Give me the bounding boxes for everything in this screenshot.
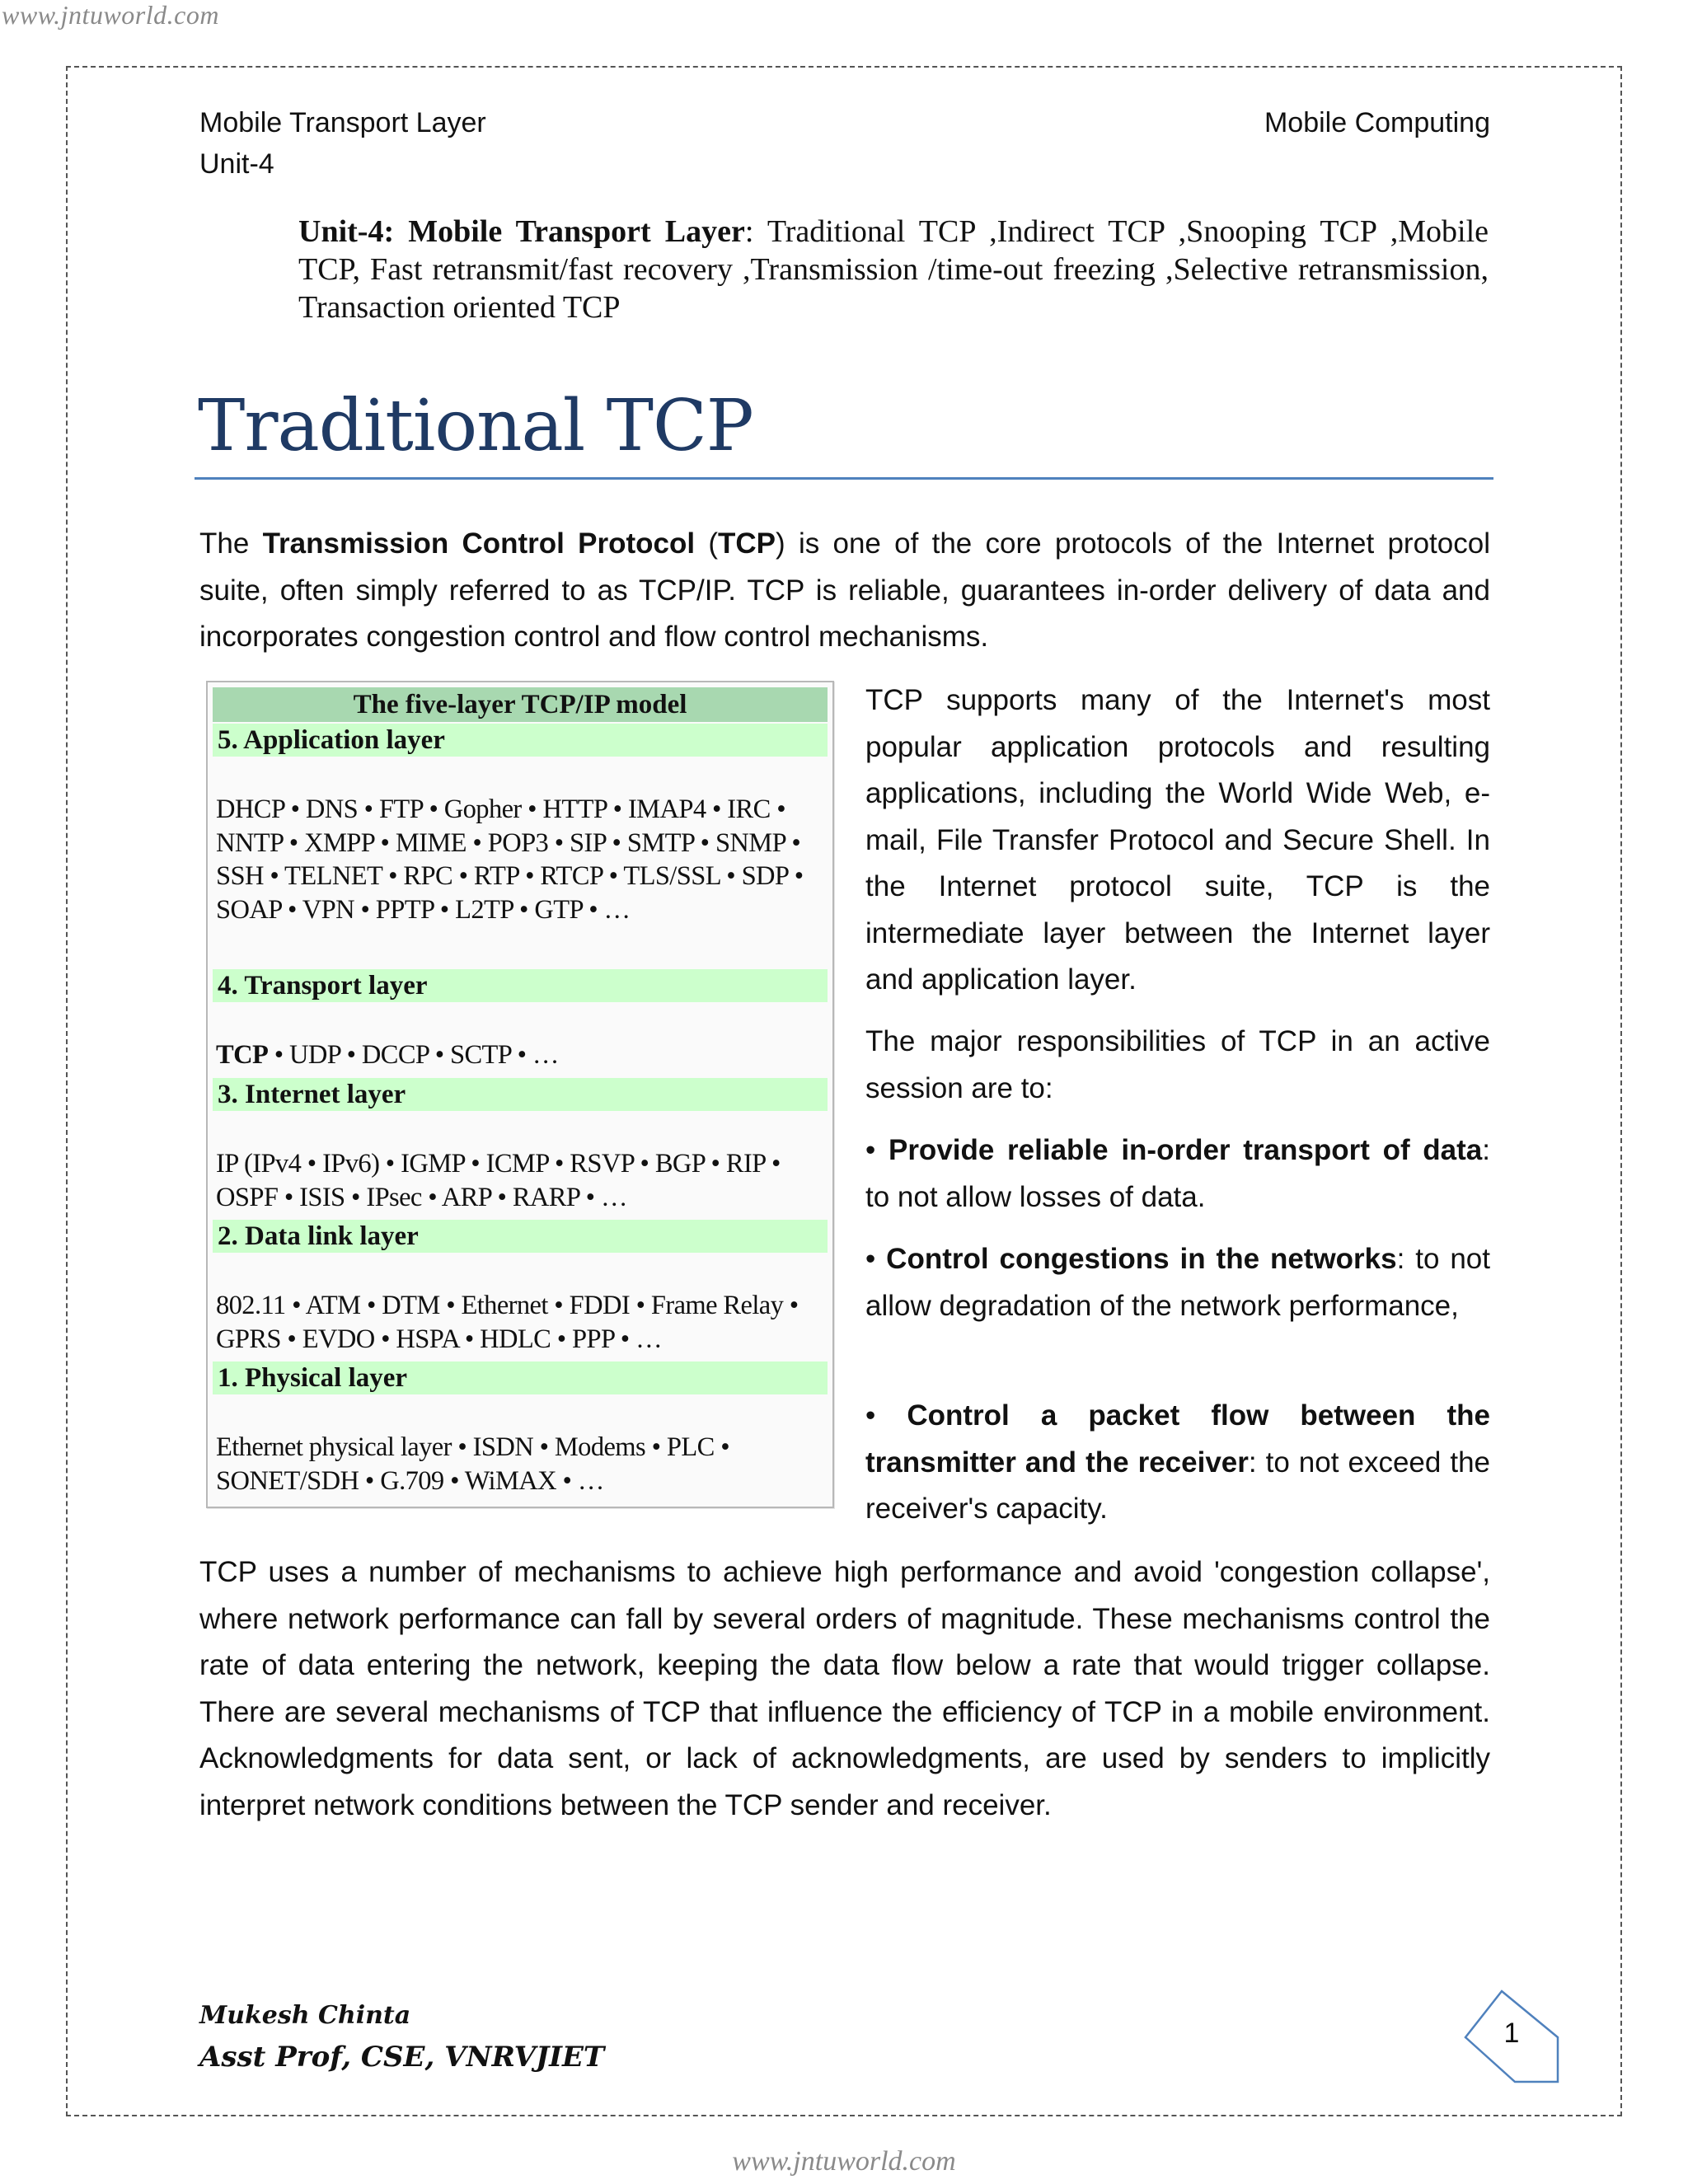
intro-text-2: (: [695, 527, 719, 560]
page-number: 1: [1503, 2018, 1520, 2049]
syllabus-topics: : Traditional TCP ,Indirect TCP ,Snooping TCP ,Mobile TCP, Fast retransmit/fast recovery ,Transmission /time-out freezing ,Selective retransmission, Transaction oriented TCP: [298, 214, 1489, 325]
watermark-bottom: www.jntuworld.com: [732, 2146, 956, 2177]
responsibility-text: : to not allow losses of data.: [865, 1134, 1490, 1213]
bullet: •: [865, 1399, 907, 1432]
responsibility-item-flow: [865, 1393, 1490, 1533]
bullet: •: [865, 1243, 887, 1275]
author-name: Mukesh Chinta: [199, 2001, 411, 2030]
layer-label-application: 5. Application layer: [213, 724, 828, 757]
intro-text-1: The: [199, 527, 263, 560]
intro-abbr: TCP: [718, 527, 776, 560]
layer-protocols-transport: [216, 1038, 824, 1072]
watermark-top: www.jntuworld.com: [2, 0, 219, 30]
responsibility-term: Provide reliable in-order transport of data: [888, 1134, 1483, 1166]
mechanisms-paragraph: TCP uses a number of mechanisms to achieve high performance and avoid 'congestion collapse', where network performance can fall by several orders of magnitude. These mechanisms control the rate of data entering the network, keeping the data flow below a rate that would trigger collapse. There are several mechanisms of TCP that influence the efficiency of TCP in a mobile environment. Acknowledgments for data sent, or lack of acknowledgments, are used by senders to implicitly interpret network conditions between the TCP sender and receiver.: [199, 1556, 1490, 1821]
tcp-applications-paragraph: TCP supports many of the Internet's most popular application protocols and resulting applications, including the World Wide Web, e-mail, File Transfer Protocol and Secure Shell. In the Internet protocol suite, TCP is the intermediate layer between the Internet layer and application layer.: [865, 684, 1490, 996]
layer-protocols-application: DHCP • DNS • FTP • Gopher • HTTP • IMAP4 • IRC • NNTP • XMPP • MIME • POP3 • SIP • SMTP • SNMP • SSH • TELNET • RPC • RTP • RTCP • TLS/SSL • SDP • SOAP • VPN • PPTP • L2TP • GTP • …: [216, 794, 804, 925]
layer-label-physical: 1. Physical layer: [213, 1361, 828, 1394]
layer-label-transport: 4. Transport layer: [213, 969, 828, 1002]
bullet: •: [865, 1134, 889, 1166]
responsibility-term: Control a packet flow between the transmitter and the receiver: [865, 1399, 1490, 1479]
syllabus-label: Unit-4: Mobile Transport Layer: [298, 214, 745, 249]
layer-label-internet: 3. Internet layer: [213, 1078, 828, 1111]
responsibilities-intro: The major responsibilities of TCP in an active session are to:: [865, 1025, 1490, 1104]
responsibility-term: Control congestions in the networks: [886, 1243, 1397, 1275]
responsibility-item-reliable: [865, 1127, 1490, 1221]
responsibility-item-congestion: [865, 1236, 1490, 1329]
header-chapter: Mobile Transport Layer: [199, 107, 486, 138]
section-title: Traditional TCP: [198, 385, 753, 467]
responsibility-text: : to not allow degradation of the network performance,: [865, 1243, 1490, 1322]
responsibility-text: : to not exceed the receiver's capacity.: [865, 1446, 1490, 1525]
unit-syllabus: [298, 213, 1489, 326]
layer-protocols-datalink: 802.11 • ATM • DTM • Ethernet • FDDI • Frame Relay • GPRS • EVDO • HSPA • HDLC • PPP • …: [216, 1291, 799, 1354]
header-left: [199, 102, 486, 185]
tcpip-model-table: [206, 681, 834, 1508]
intro-text-3: ) is one of the core protocols of the Internet protocol suite, often simply referred to as TCP/IP. TCP is reliable, guarantees in-order delivery of data and incorporates congestion control and flow control mechanisms.: [199, 527, 1490, 653]
layer-protocols-internet: IP (IPv4 • IPv6) • IGMP • ICMP • RSVP • BGP • RIP • OSPF • ISIS • IPsec • ARP • RARP • …: [216, 1149, 781, 1212]
title-rule: [195, 477, 1493, 480]
header-subject: Mobile Computing: [1264, 107, 1490, 138]
layer-protocols-transport-rest: • UDP • DCCP • SCTP • …: [268, 1040, 559, 1070]
model-title: The five-layer TCP/IP model: [213, 687, 828, 722]
intro-paragraph: [199, 521, 1490, 661]
author-designation: Asst Prof, CSE, VNRVJIET: [199, 2041, 605, 2074]
layer-protocol-tcp: TCP: [216, 1040, 269, 1070]
intro-term: Transmission Control Protocol: [262, 527, 696, 560]
layer-label-datalink: 2. Data link layer: [213, 1220, 828, 1253]
layer-protocols-physical: Ethernet physical layer • ISDN • Modems • PLC • SONET/SDH • G.709 • WiMAX • …: [216, 1432, 729, 1496]
header-unit: Unit-4: [199, 148, 274, 180]
